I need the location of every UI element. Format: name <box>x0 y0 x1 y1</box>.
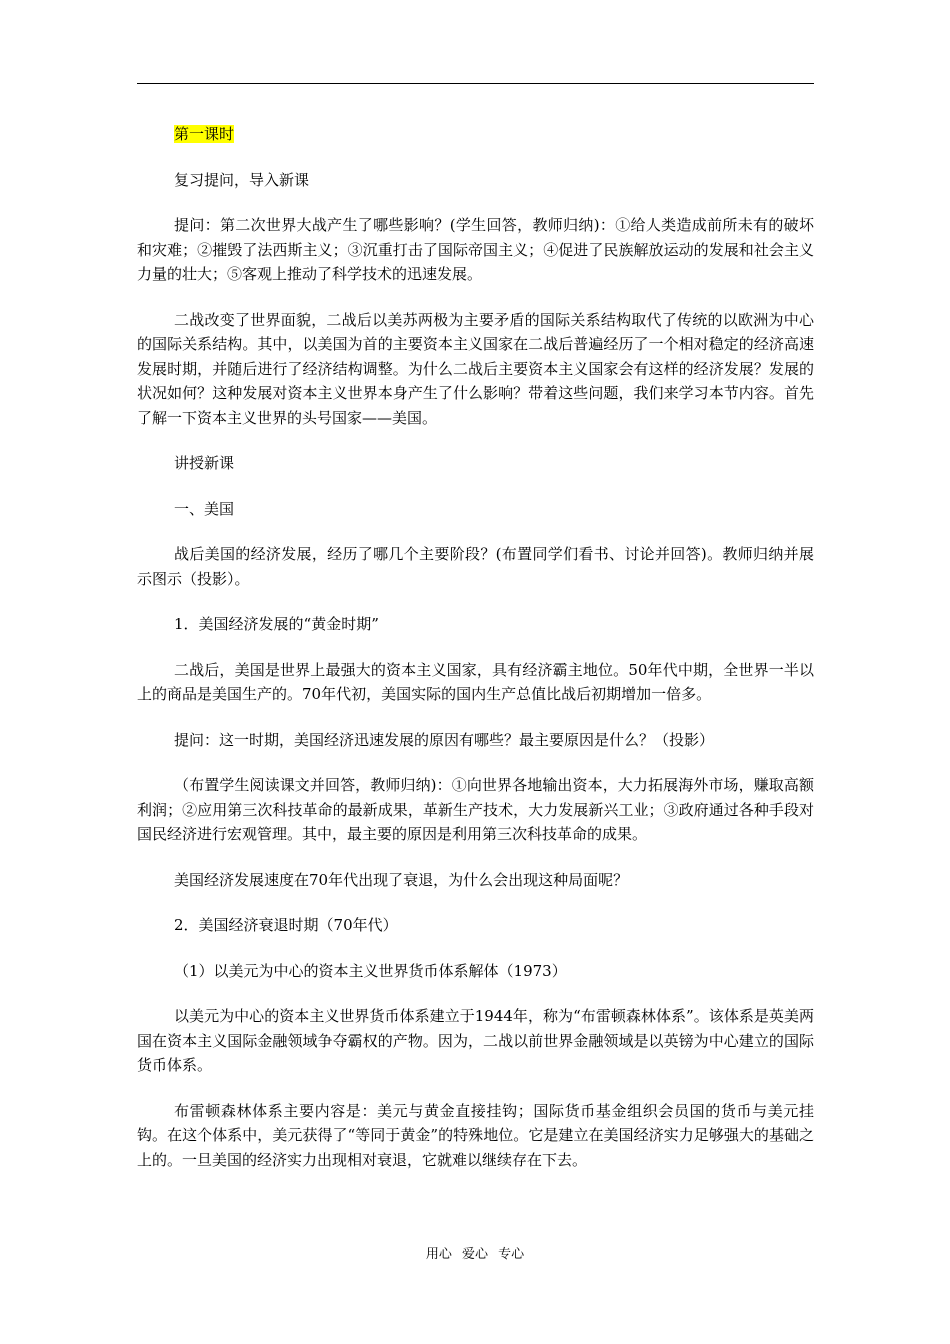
golden-period-paragraph: 二战后，美国是世界上最强大的资本主义国家，具有经济霸主地位。50年代中期，全世界一半以上的商品是美国生产的。70年代初，美国实际的国内生产总值比战后初期增加一倍多。 <box>137 660 814 703</box>
review-heading: 复习提问，导入新课 <box>174 170 310 189</box>
usa-question-paragraph: 战后美国的经济发展，经历了哪几个主要阶段？(布置同学们看书、讨论并回答)。教师归纳并展示图示（投影）。 <box>137 545 814 588</box>
golden-question-paragraph: 提问：这一时期，美国经济迅速发展的原因有哪些？最主要原因是什么？（投影） <box>174 730 715 749</box>
section-usa-heading: 一、美国 <box>174 499 235 518</box>
new-lesson-heading: 讲授新课 <box>174 454 235 472</box>
bretton-woods-heading: （1）以美元为中心的资本主义世界货币体系解体（1973） <box>174 961 567 980</box>
golden-answer-paragraph: （布置学生阅读课文并回答，教师归纳)：①向世界各地输出资本，大力拓展海外市场，赚取高额利润；②应用第三次科技革命的最新成果，革新生产技术，大力发展新兴工业；③政府通过各种手段对国民经济进行宏观管理。其中，最主要的原因是利用第三次科技革命的成果。 <box>137 776 814 843</box>
page-footer: 用心 爱心 专心 <box>425 1247 525 1262</box>
header-rule <box>137 83 814 84</box>
bretton-woods-paragraph-1: 以美元为中心的资本主义世界货币体系建立于1944年，称为“布雷顿森林体系”。该体系是英美两国在资本主义国际金融领域争夺霸权的产物。因为，二战以前世界金融领域是以英镑为中心建立的国际货币体系。 <box>137 1007 814 1074</box>
period-title-highlight: 第一课时 <box>174 125 235 143</box>
decline-heading: 2．美国经济衰退时期（70年代） <box>174 916 398 934</box>
decline-question-paragraph: 美国经济发展速度在70年代出现了衰退，为什么会出现这种局面呢？ <box>174 870 629 889</box>
document-body <box>137 122 814 1193</box>
bretton-woods-paragraph-2: 布雷顿森林体系主要内容是：美元与黄金直接挂钩；国际货币基金组织会员国的货币与美元挂钩。在这个体系中，美元获得了“等同于黄金”的特殊地位。它是建立在美国经济实力足够强大的基础之上的。一旦美国的经济实力出现相对衰退，它就难以继续存在下去。 <box>137 1101 814 1169</box>
period-title <box>137 122 814 147</box>
intro-paragraph: 二战改变了世界面貌，二战后以美苏两极为主要矛盾的国际关系结构取代了传统的以欧洲为中心的国际关系结构。其中，以美国为首的主要资本主义国家在二战后普遍经历了一个相对稳定的经济高速发展时期，并随后进行了经济结构调整。为什么二战后主要资本主义国家会有这样的经济发展？发展的状况如何？这种发展对资本主义世界本身产生了什么影响？带着这些问题，我们来学习本节内容。首先了解一下资本主义世界的头号国家——美国。 <box>137 310 814 427</box>
golden-period-heading: 1．美国经济发展的“黄金时期” <box>174 615 379 633</box>
review-question-paragraph: 提问：第二次世界大战产生了哪些影响？(学生回答，教师归纳)：①给人类造成前所未有的破坏和灾难；②摧毁了法西斯主义；③沉重打击了国际帝国主义；④促进了民族解放运动的发展和社会主义力量的壮大；⑤客观上推动了科学技术的迅速发展。 <box>137 216 814 283</box>
